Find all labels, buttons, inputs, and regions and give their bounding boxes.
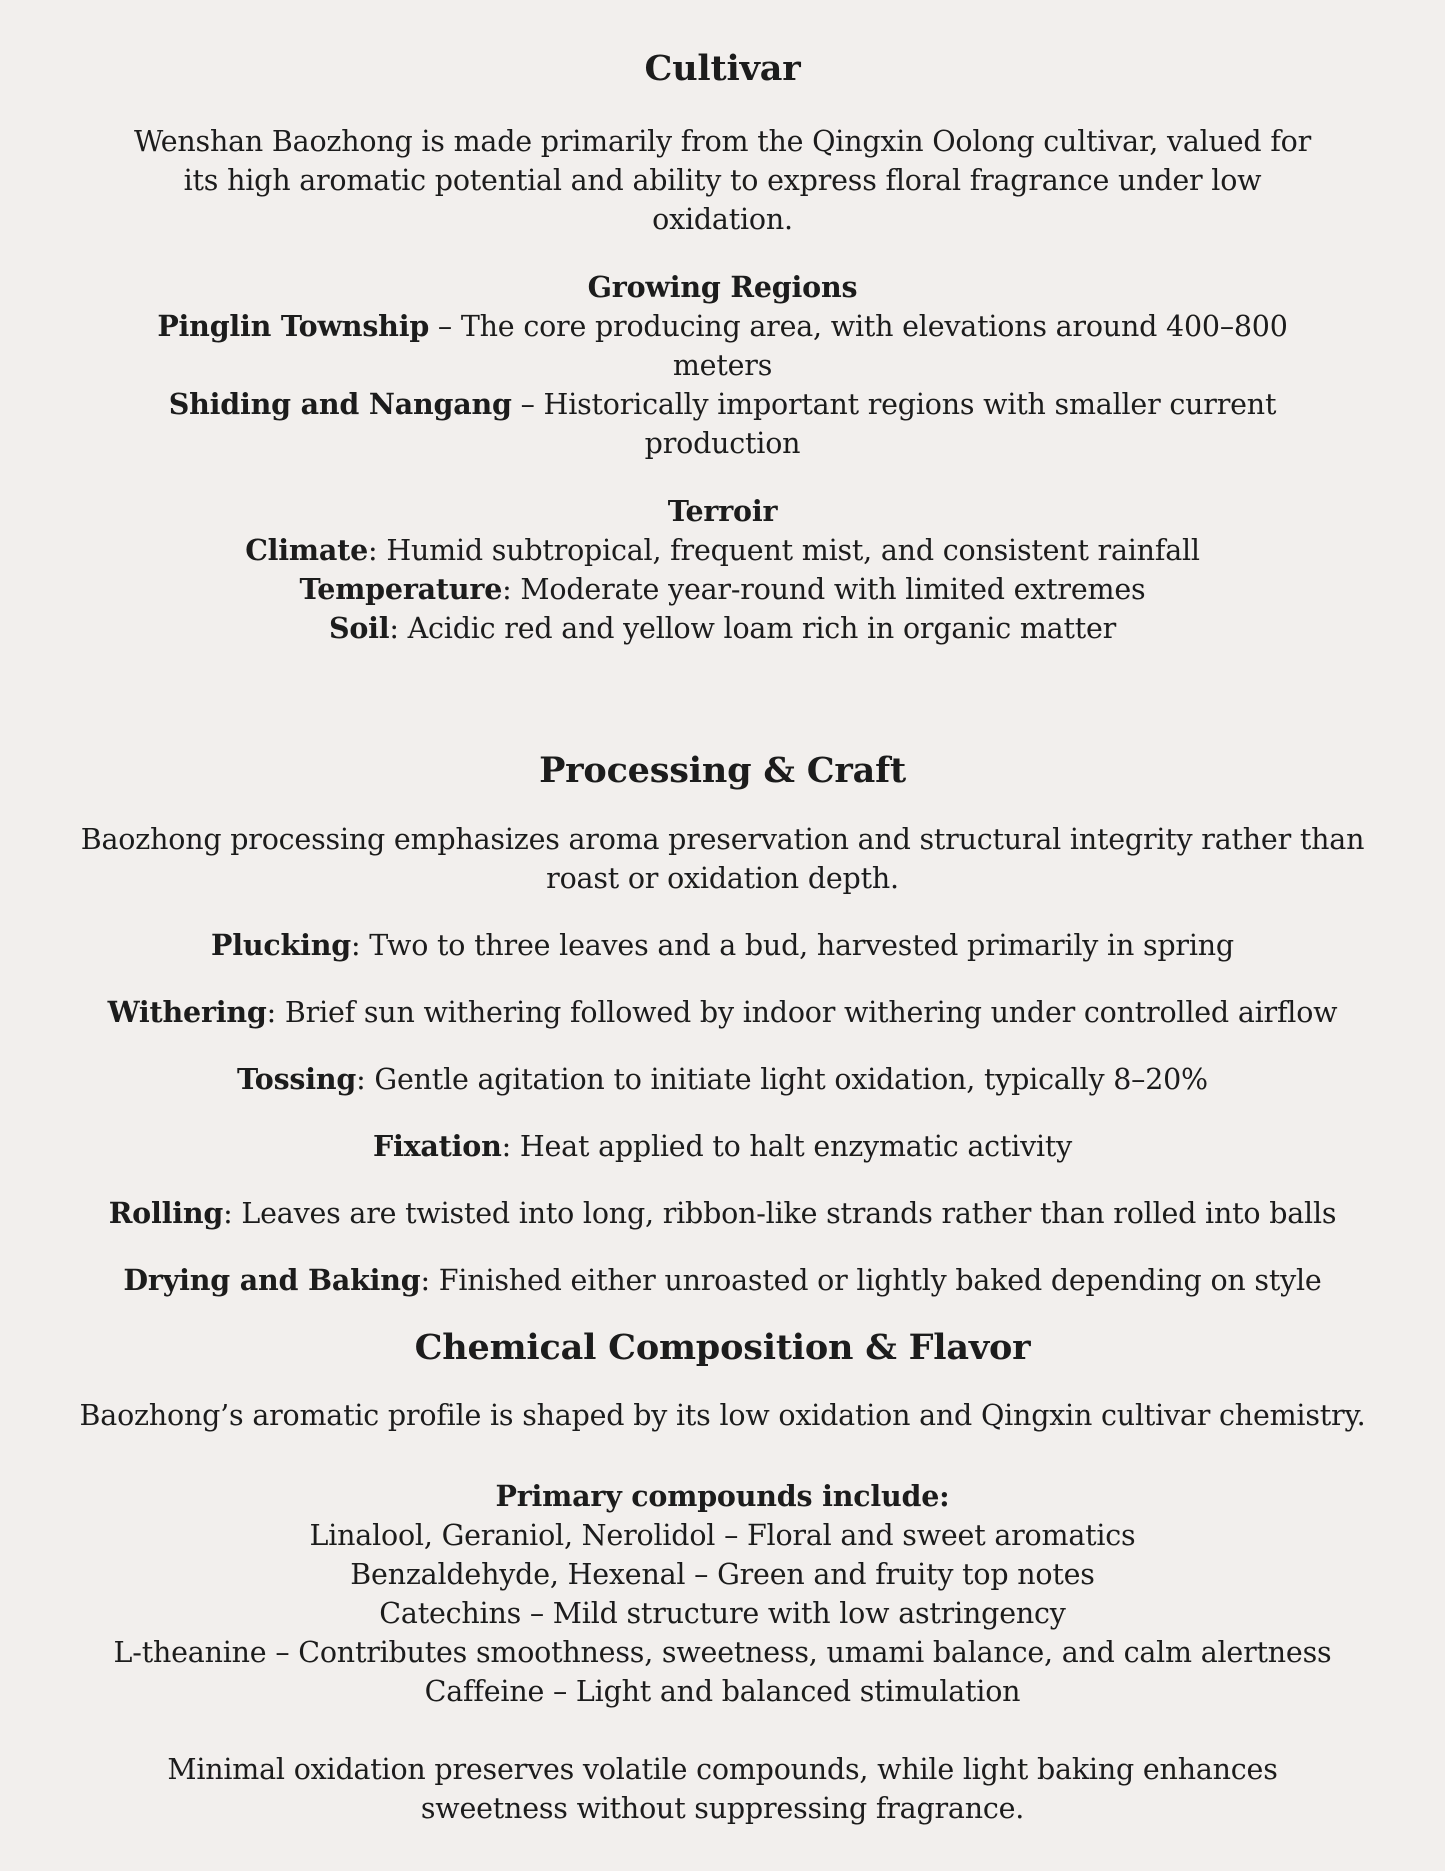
compound-item: Caffeine – Light and balanced stimulation bbox=[424, 1675, 1021, 1708]
processing-intro: Baozhong processing emphasizes aroma preservation and structural integrity rather than roast or oxidation depth. bbox=[80, 823, 1365, 895]
step-name: Tossing bbox=[237, 1062, 357, 1096]
compound-item: Catechins – Mild structure with low astringency bbox=[379, 1597, 1066, 1630]
chemistry-heading: Chemical Composition & Flavor bbox=[414, 1327, 1031, 1368]
terroir-separator: : bbox=[368, 534, 387, 567]
step-separator: : bbox=[356, 1063, 375, 1096]
step-separator: : bbox=[350, 929, 370, 962]
region-separator: – bbox=[511, 388, 544, 421]
processing-step bbox=[55, 1261, 1390, 1300]
processing-section bbox=[55, 749, 1390, 1300]
compound-item: Linalool, Geraniol, Nerolidol – Floral and sweet aromatics bbox=[309, 1519, 1136, 1552]
step-description: Two to three leaves and a bud, harvested primarily in spring bbox=[369, 929, 1234, 962]
step-description: Gentle agitation to initiate light oxidation, typically 8–20% bbox=[374, 1063, 1208, 1096]
compound-item: Benzaldehyde, Hexenal – Green and fruity top notes bbox=[350, 1558, 1095, 1591]
cultivar-section bbox=[55, 0, 1390, 648]
chemistry-intro: Baozhong’s aromatic profile is shaped by its low oxidation and Qingxin cultivar chemistry. bbox=[79, 1399, 1366, 1432]
compounds-block bbox=[55, 1477, 1390, 1711]
chemistry-section bbox=[55, 1326, 1390, 1828]
terroir-label: Soil bbox=[328, 611, 390, 645]
region-item bbox=[130, 385, 1315, 463]
terroir-separator: : bbox=[389, 612, 408, 645]
terroir-label: Climate bbox=[245, 533, 369, 567]
growing-regions-heading: Growing Regions bbox=[587, 270, 858, 304]
processing-step bbox=[55, 1060, 1390, 1099]
step-name: Drying and Baking bbox=[123, 1263, 421, 1297]
terroir-description: Moderate year-round with limited extremes bbox=[520, 573, 1146, 606]
region-name: Pinglin Township bbox=[157, 309, 430, 343]
step-name: Withering bbox=[107, 995, 267, 1029]
chemistry-closing: Minimal oxidation preserves volatile compounds, while light baking enhances sweetness without suppressing fragrance. bbox=[167, 1753, 1278, 1825]
growing-regions-block bbox=[55, 268, 1390, 463]
region-separator: – bbox=[429, 310, 461, 343]
cultivar-heading: Cultivar bbox=[644, 48, 801, 89]
step-description: Brief sun withering followed by indoor withering under controlled airflow bbox=[284, 996, 1338, 1029]
step-separator: : bbox=[266, 996, 285, 1029]
processing-step bbox=[55, 1194, 1390, 1233]
step-name: Fixation bbox=[372, 1129, 502, 1163]
terroir-separator: : bbox=[502, 573, 521, 606]
region-description: The core producing area, with elevations around 400–800 meters bbox=[460, 310, 1288, 382]
processing-step bbox=[55, 1127, 1390, 1166]
step-name: Plucking bbox=[211, 928, 351, 962]
compound-item: L-theanine – Contributes smoothness, sweetness, umami balance, and calm alertness bbox=[113, 1636, 1332, 1669]
terroir-block bbox=[55, 492, 1390, 648]
cultivar-intro: Wenshan Baozhong is made primarily from the Qingxin Oolong cultivar, valued for its high aromatic potential and ability to express floral fragrance under low oxidation. bbox=[133, 125, 1312, 236]
region-description: Historically important regions with smaller current production bbox=[543, 388, 1277, 460]
region-item bbox=[130, 307, 1315, 385]
step-description: Finished either unroasted or lightly baked depending on style bbox=[438, 1264, 1322, 1297]
step-description: Heat applied to halt enzymatic activity bbox=[519, 1130, 1073, 1163]
terroir-item bbox=[55, 531, 1390, 570]
terroir-description: Acidic red and yellow loam rich in organic matter bbox=[407, 612, 1117, 645]
terroir-description: Humid subtropical, frequent mist, and consistent rainfall bbox=[386, 534, 1200, 567]
terroir-label: Temperature bbox=[299, 572, 503, 606]
processing-heading: Processing & Craft bbox=[539, 750, 906, 791]
step-separator: : bbox=[420, 1264, 439, 1297]
terroir-item bbox=[55, 609, 1390, 648]
step-name: Rolling bbox=[108, 1196, 224, 1230]
region-name: Shiding and Nangang bbox=[168, 387, 512, 421]
terroir-heading: Terroir bbox=[667, 494, 778, 528]
processing-step bbox=[55, 926, 1390, 965]
terroir-item bbox=[55, 570, 1390, 609]
step-separator: : bbox=[501, 1130, 520, 1163]
step-description: Leaves are twisted into long, ribbon-like strands rather than rolled into balls bbox=[241, 1197, 1337, 1230]
compounds-heading: Primary compounds include: bbox=[495, 1479, 950, 1513]
step-separator: : bbox=[223, 1197, 242, 1230]
processing-step bbox=[55, 993, 1390, 1032]
